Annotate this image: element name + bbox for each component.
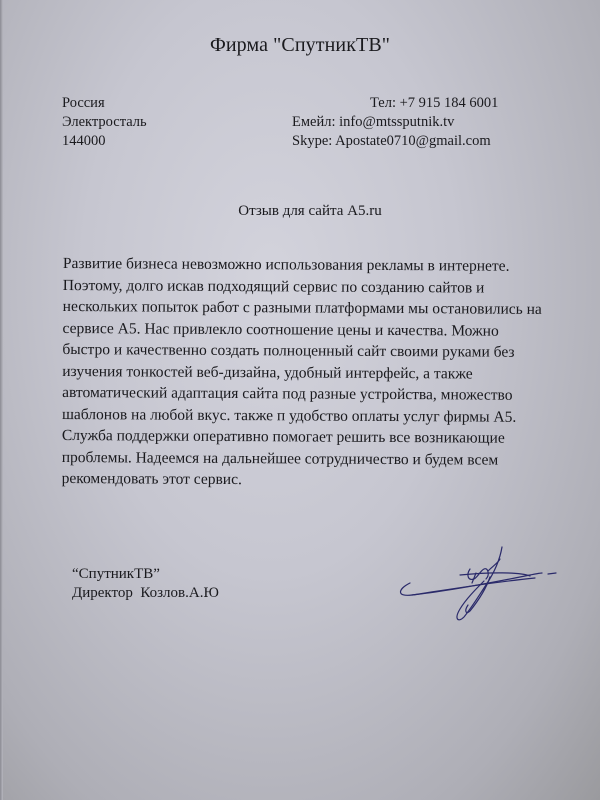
address-city: Электросталь: [62, 114, 147, 130]
signoff-block: [72, 565, 219, 603]
contact-skype: Skype: Apostate0710@gmail.com: [292, 133, 491, 149]
signoff-company: “СпутникТВ”: [72, 566, 160, 582]
body-line: сервисе A5. Нас привлекло соотношение цены и качества. Можно: [62, 319, 499, 340]
sender-address: [62, 94, 147, 151]
paper-edge: [0, 0, 3, 800]
signature-stroke: [466, 577, 490, 613]
body-line: проблемы. Надеемся на дальнейшее сотрудничество и будем всем: [61, 448, 499, 469]
signature-stroke: [457, 547, 502, 620]
body-line: Развитие бизнеса невозможно использования рекламы в интернете.: [62, 254, 510, 275]
body-line: изучения тонкостей веб-дизайна, удобный интерфейс, а также: [62, 362, 473, 383]
signature-stroke: [548, 573, 556, 574]
body-line: Служба поддержки оперативно помогает решить все возникающие: [61, 426, 505, 447]
body-line: Поэтому, долго искав подходящий сервис по созданию сайтов и: [62, 276, 485, 297]
body-line: шаблонов на любой вкус. также п удобство оплаты услуг фирмы A5.: [61, 405, 517, 426]
body-line: рекомендовать этот сервис.: [61, 469, 242, 489]
address-country: Россия: [62, 95, 105, 111]
handwritten-signature-icon: [390, 545, 560, 635]
sender-contacts: [292, 94, 498, 151]
body-line: нескольких попыток работ с разными платформами мы остановились на: [62, 297, 542, 318]
contact-email: Емейл: info@mtssputnik.tv: [292, 114, 455, 130]
body-line: автоматический адаптация сайта под разные устройства, множество: [62, 383, 513, 404]
letter-body: [62, 253, 583, 493]
signoff-position-name: Директор Козлов.А.Ю: [72, 585, 219, 601]
letter-subject: Отзыв для сайта A5.ru: [238, 203, 382, 219]
signature-stroke: [401, 573, 543, 595]
letterhead-title: Фирма "СпутникТВ": [209, 34, 391, 56]
body-line: быстро и качественно создать полноценный сайт своими руками без: [62, 340, 515, 361]
signature-stroke: [460, 573, 530, 576]
address-postal-code: 144000: [62, 133, 106, 149]
contact-phone: Тел: +7 915 184 6001: [370, 95, 499, 111]
